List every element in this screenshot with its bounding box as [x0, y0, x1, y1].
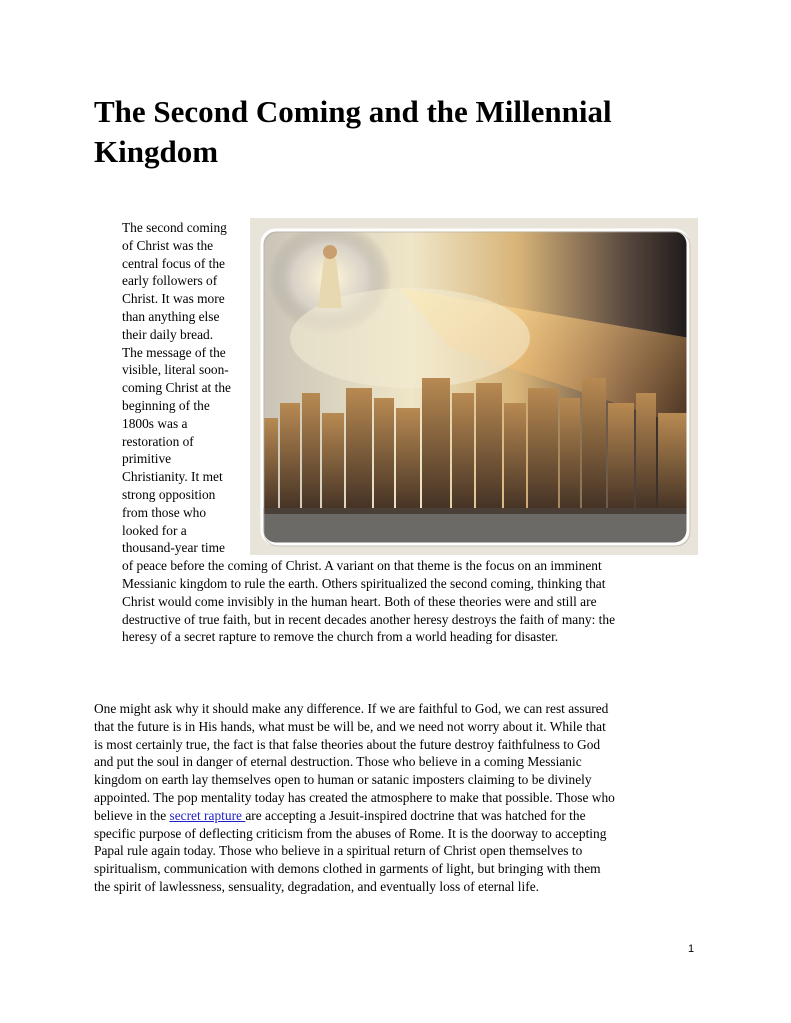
text-line: of Christ was the	[122, 237, 214, 253]
text-line: The second coming	[122, 220, 227, 235]
text-line: that the future is in His hands, what must be will be, and we need not worry about it. While that	[94, 718, 606, 734]
text-line: restoration of	[122, 433, 194, 449]
text-line: heresy of a secret rapture to remove the church from a world heading for disaster.	[122, 629, 559, 645]
text-line: visible, literal soon-	[122, 362, 229, 378]
text-line: appointed. The pop mentality today has created the atmosphere to make that possible. Those who	[94, 789, 615, 805]
link-prefix-text: believe in the	[94, 807, 170, 823]
text-line: looked for a	[122, 522, 187, 538]
text-line: spiritualism, communication with demons clothed in garments of light, but bringing with them	[94, 861, 601, 877]
text-line: Christ. It was more	[122, 291, 225, 307]
text-line: is most certainly true, the fact is that false theories about the future destroy faithfulness to God	[94, 736, 601, 752]
text-line: and put the soul in danger of eternal destruction. Those who believe in a coming Messianic	[94, 754, 582, 770]
text-line: Christianity. It met	[122, 469, 223, 485]
text-line: destructive of true faith, but in recent decades another heresy destroys the faith of many: the	[122, 611, 616, 627]
text-line: beginning of the	[122, 397, 210, 413]
text-line: Messianic kingdom to rule the earth. Others spiritualized the second coming, thinking that	[122, 575, 606, 591]
text-line: specific purpose of deflecting criticism from the abuses of Rome. It is the doorway to accepting	[94, 825, 607, 841]
text-line: their daily bread.	[122, 326, 214, 342]
text-line-with-link	[94, 807, 615, 825]
text-line: Papal rule again today. Those who believe in a spiritual return of Christ open themselves to	[94, 843, 583, 859]
title-line-1: The Second Coming and the Millennial	[94, 94, 612, 129]
document-title	[94, 92, 714, 172]
title-line-2: Kingdom	[94, 134, 219, 169]
text-line: the spirit of lawlessness, sensuality, degradation, and eventually loss of eternal life.	[94, 878, 539, 894]
text-line: The message of the	[122, 344, 226, 360]
text-line: strong opposition	[122, 486, 216, 502]
text-line: kingdom on earth lay themselves open to human or satanic imposters claiming to be divinely	[94, 772, 592, 788]
text-line: 1800s was a	[122, 415, 188, 431]
body-paragraph	[94, 700, 615, 896]
text-line: than anything else	[122, 308, 220, 324]
text-line: One might ask why it should make any difference. If we are faithful to God, we can rest assured	[94, 701, 609, 716]
text-line: coming Christ at the	[122, 380, 231, 396]
secret-rapture-link[interactable]: secret rapture	[169, 807, 246, 823]
text-line: thousand-year time	[122, 540, 225, 556]
text-line: primitive	[122, 451, 172, 467]
text-line: central focus of the	[122, 255, 225, 271]
text-line: from those who	[122, 504, 207, 520]
text-line: early followers of	[122, 273, 218, 289]
intro-paragraph	[122, 219, 615, 646]
text-line: of peace before the coming of Christ. A variant on that theme is the focus on an imminent	[122, 558, 602, 574]
page-number: 1	[688, 943, 695, 955]
link-suffix-text: are accepting a Jesuit-inspired doctrine that was hatched for the	[245, 807, 586, 823]
text-line: Christ would come invisibly in the human heart. Both of these theories were and still are	[122, 593, 597, 609]
